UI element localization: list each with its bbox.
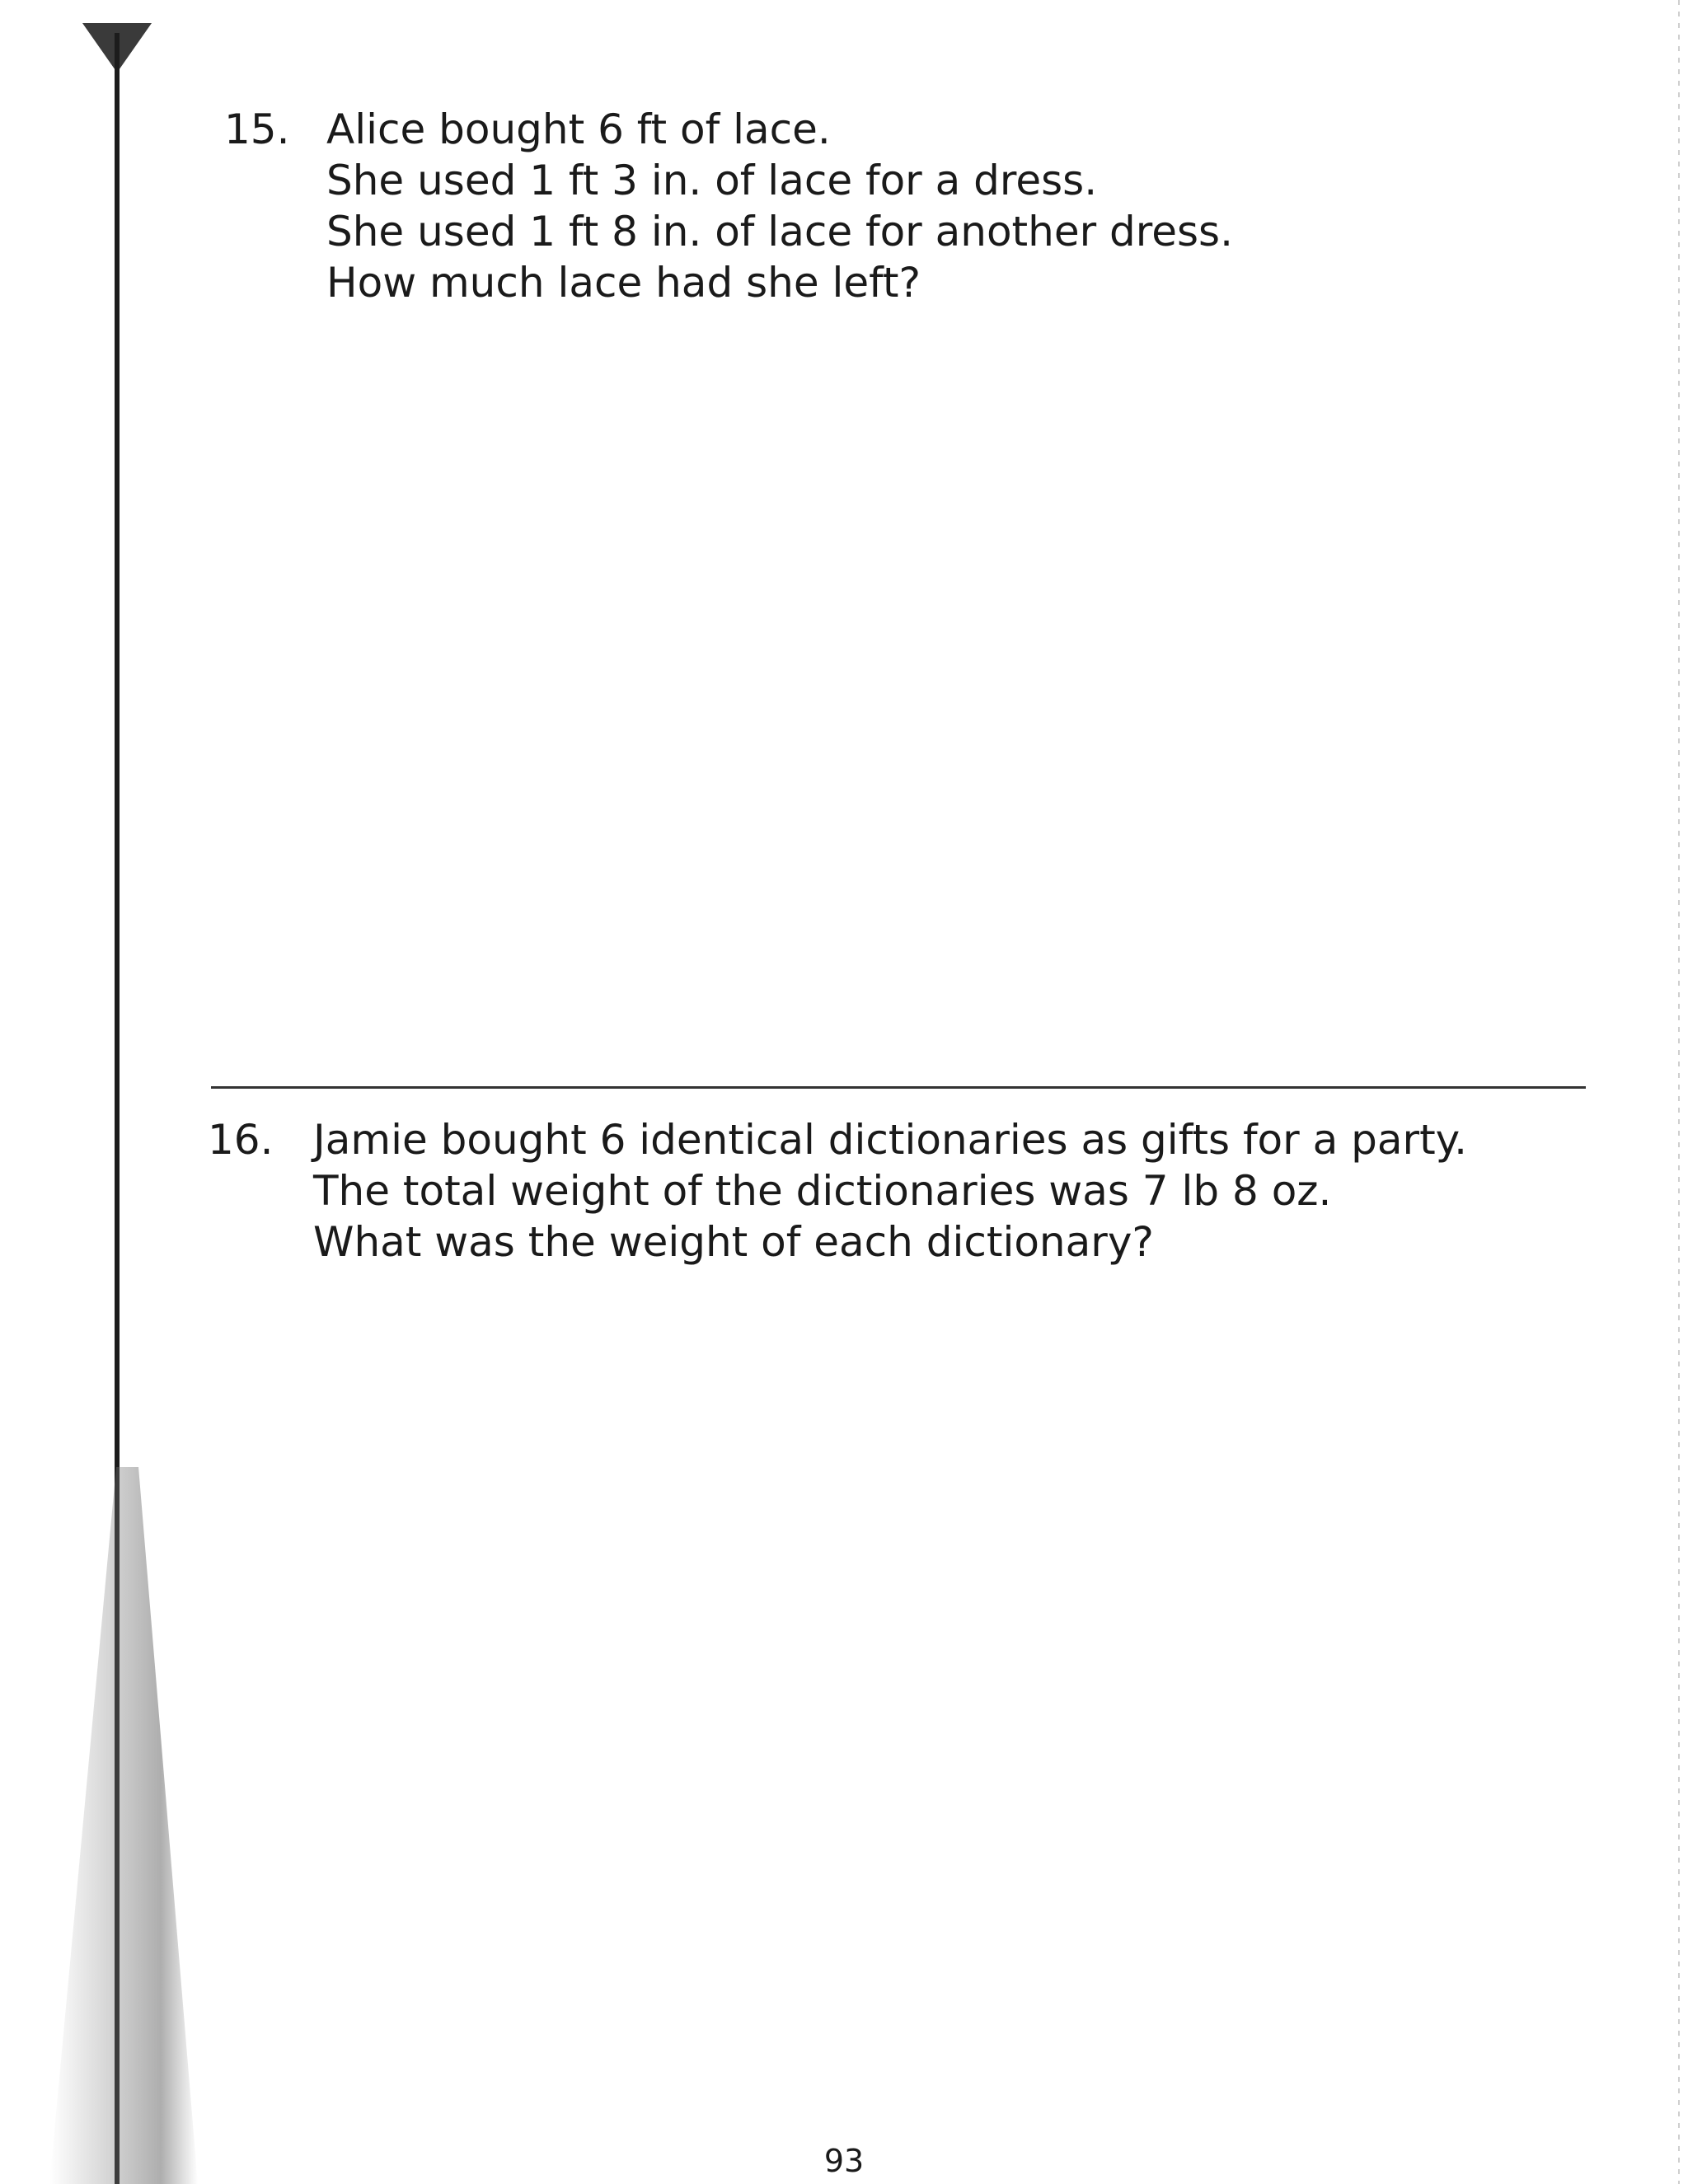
problem-number: 15. — [224, 105, 290, 153]
problem-16 — [208, 1114, 1526, 1279]
problem-line: Jamie bought 6 identical dictionaries as gifts for a party. — [313, 1116, 1468, 1164]
problem-text — [326, 104, 1233, 308]
problem-number: 16. — [208, 1116, 274, 1164]
problem-15 — [224, 104, 1461, 318]
section-divider — [211, 1086, 1586, 1089]
binding-shadow — [49, 1467, 198, 2184]
problem-line: How much lace had she left? — [326, 259, 921, 307]
problem-line: Alice bought 6 ft of lace. — [326, 105, 831, 153]
problem-line: She used 1 ft 8 in. of lace for another dress. — [326, 208, 1233, 255]
problem-line: What was the weight of each dictionary? — [313, 1218, 1154, 1266]
problem-line: She used 1 ft 3 in. of lace for a dress. — [326, 157, 1098, 204]
problem-text — [313, 1114, 1467, 1268]
page-right-edge — [1678, 0, 1680, 2184]
page-number: 93 — [823, 2143, 865, 2179]
problem-line: The total weight of the dictionaries was 7 lb 8 oz. — [313, 1167, 1332, 1215]
